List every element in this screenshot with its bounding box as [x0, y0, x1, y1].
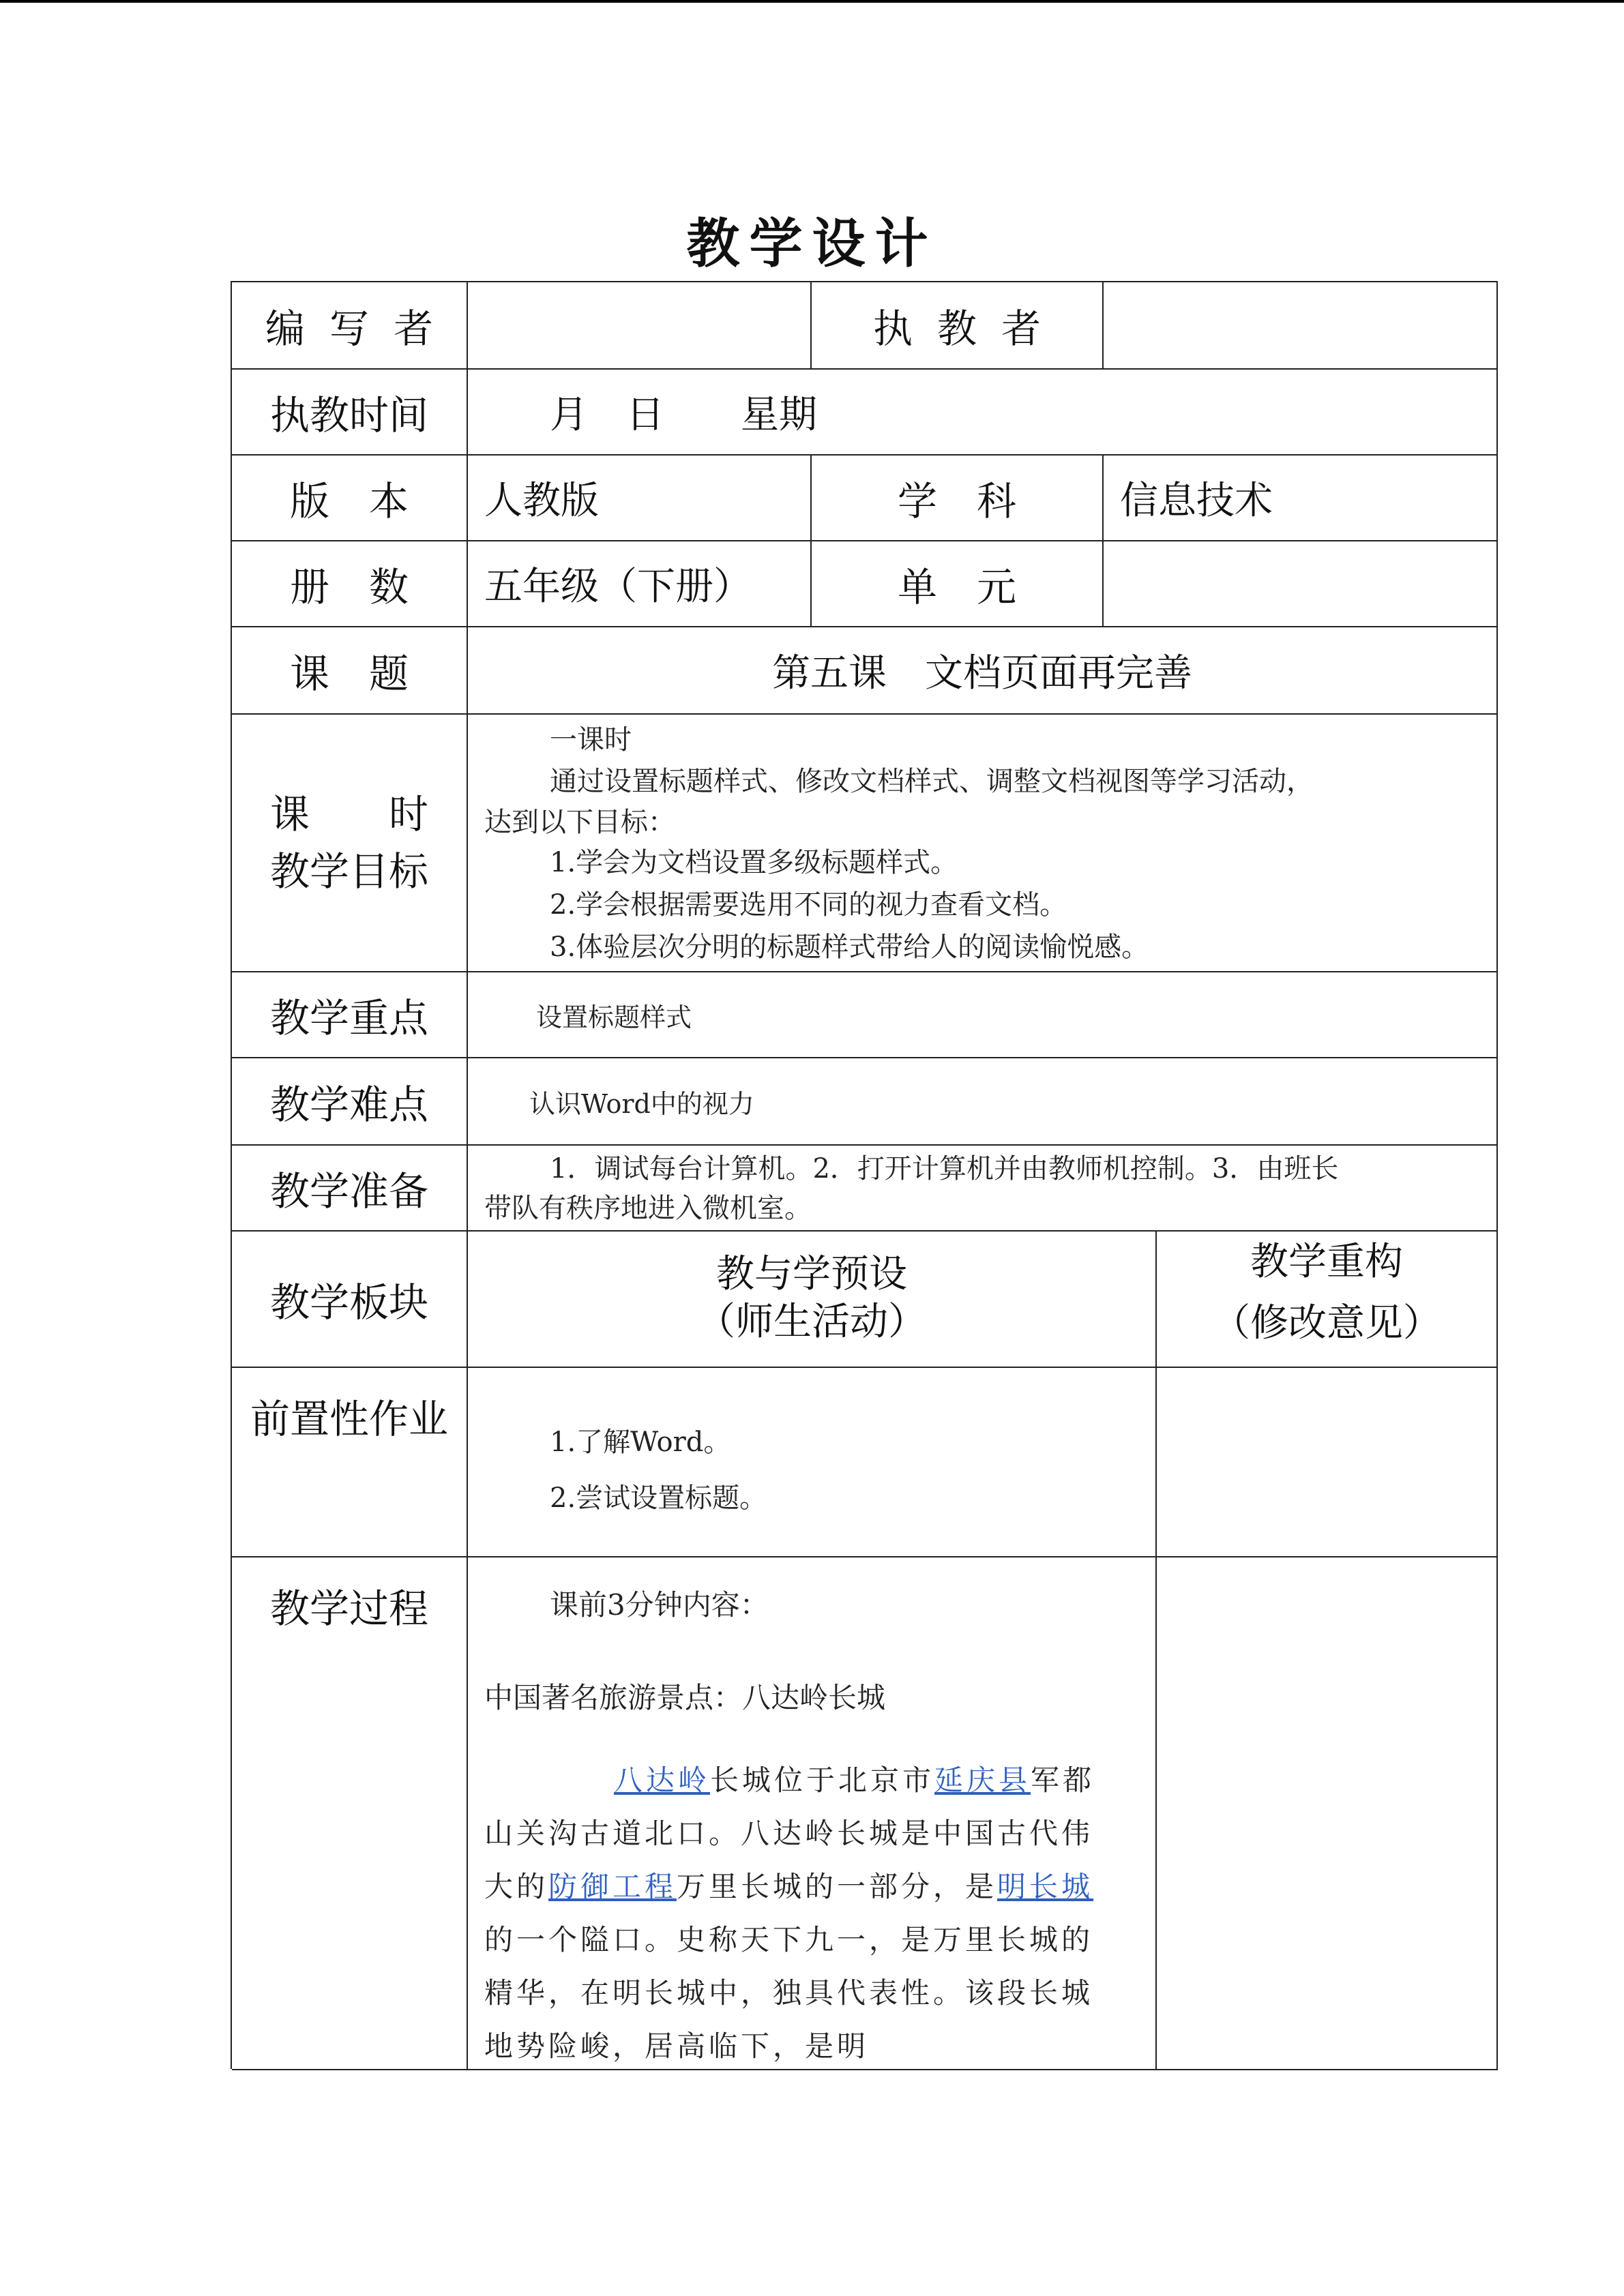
homework-content[interactable]: [468, 1368, 1157, 1557]
lesson-plan-table: [231, 281, 1498, 2069]
link-badaling[interactable]: 八达岭: [614, 1763, 711, 1797]
teacher-value[interactable]: [1104, 282, 1498, 370]
focus-label: 教学重点: [232, 972, 468, 1058]
rebuild-header: 教学重构 （修改意见）: [1157, 1232, 1498, 1368]
document-title: 教学设计: [686, 213, 938, 275]
process-heading: 中国著名旅游景点：八达岭长城: [484, 1681, 886, 1714]
difficulty-label: 教学难点: [232, 1058, 468, 1146]
difficulty-value[interactable]: 认识Word中的视力: [468, 1058, 1498, 1146]
homework-item: 2.尝试设置标题。: [550, 1482, 767, 1514]
homework-item: 1.了解Word。: [550, 1427, 731, 1458]
edition-value[interactable]: 人教版: [468, 456, 812, 541]
unit-value[interactable]: [1104, 541, 1498, 627]
focus-value[interactable]: 设置标题样式: [468, 972, 1498, 1058]
process-rebuild[interactable]: [1157, 1557, 1498, 2070]
teacher-label: 执教者: [812, 282, 1104, 370]
unit-label: 单 元: [812, 541, 1104, 627]
process-body: 八达岭长城位于北京市延庆县军都山关沟古道北口。八达岭长城是中国古代伟大的防御工程万里长城的一部分，是明长城的一个隘口。史称天下九一，是万里长城的精华，在明长城中，独具代表性。该段长城地势险峻，居高临下，是明: [484, 1763, 1095, 2063]
subject-label: 学 科: [812, 456, 1104, 541]
link-defense-project[interactable]: 防御工程: [548, 1870, 677, 1903]
link-ming-wall[interactable]: 明长城: [997, 1870, 1094, 1903]
objective-content[interactable]: 一课时 通过设置标题样式、修改文档样式、调整文档视图等学习活动， 达到以下目标： 1.学会为文档设置多级标题样式。 2.学会根据需要选用不同的视力查看文档。 3.体验层次分明的标题样式带给人的阅读愉悦感。: [468, 715, 1498, 972]
link-yanqing[interactable]: 延庆县: [934, 1763, 1031, 1797]
homework-label: 前置性作业: [232, 1368, 468, 1557]
edition-label: 版 本: [232, 456, 468, 541]
process-content[interactable]: [468, 1557, 1157, 2070]
prep-label: 教学准备: [232, 1146, 468, 1232]
homework-rebuild[interactable]: [1157, 1368, 1498, 1557]
author-label: 编写者: [232, 282, 468, 370]
topic-label: 课 题: [232, 627, 468, 715]
volume-value[interactable]: 五年级（下册）: [468, 541, 812, 627]
process-intro: 课前3分钟内容：: [550, 1588, 769, 1622]
volume-label: 册 数: [232, 541, 468, 627]
preset-header: 教与学预设 （师生活动）: [468, 1232, 1157, 1368]
block-label: 教学板块: [232, 1232, 468, 1368]
process-label: 教学过程: [232, 1557, 468, 2070]
prep-content[interactable]: 1．调试每台计算机。2．打开计算机并由教师机控制。3．由班长 带队有秩序地进入微机室。: [468, 1146, 1498, 1232]
topic-value[interactable]: 第五课 文档页面再完善: [468, 627, 1498, 715]
subject-value[interactable]: 信息技术: [1104, 456, 1498, 541]
objective-label: 课 时 教学目标: [232, 715, 468, 972]
author-value[interactable]: [468, 282, 812, 370]
time-value[interactable]: 月 日 星期: [468, 370, 1498, 456]
top-border: [0, 0, 1624, 3]
time-label: 执教时间: [232, 370, 468, 456]
